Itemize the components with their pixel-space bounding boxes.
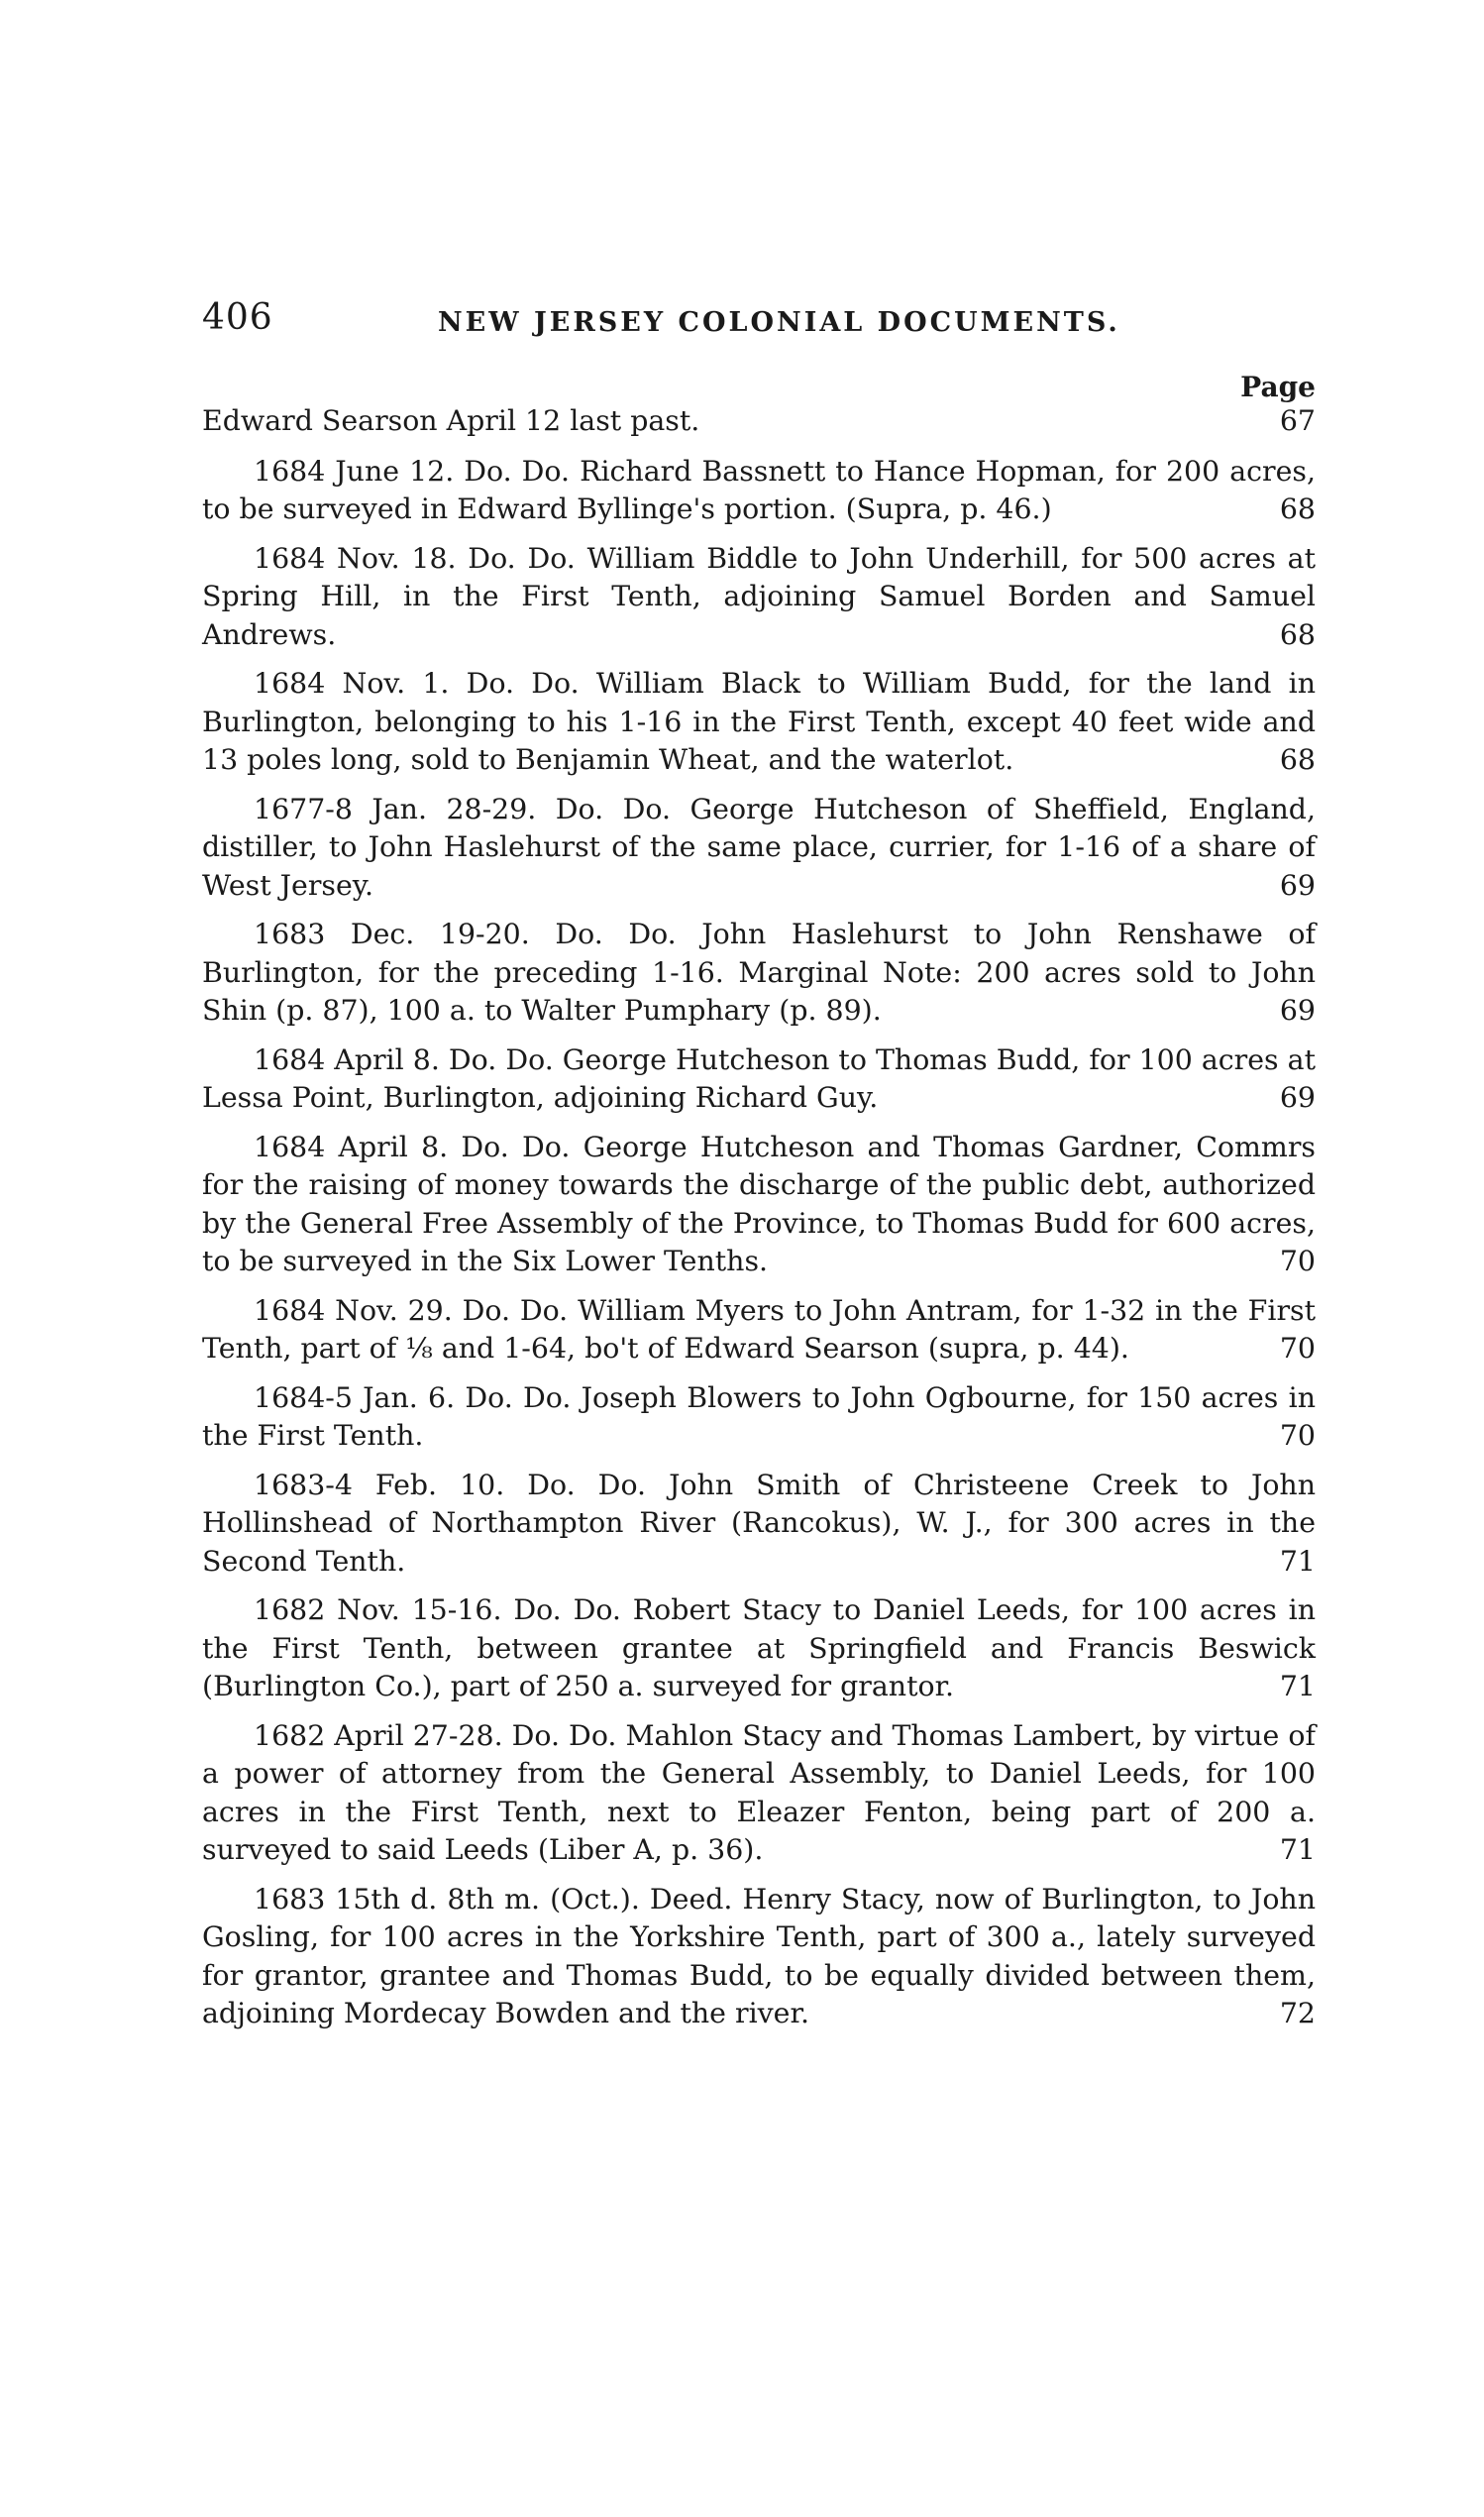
entry	[202, 1379, 1316, 1456]
entry-text: 1684 April 8. Do. Do. George Hutcheson and Thomas Gardner, Commrs for the raising of money towards the discharge of the public debt, authorized by the General Free Assembly of the Province, to Thomas Budd for 600 acres, to be surveyed in the Six Lower Tenths.	[202, 1130, 1316, 1277]
entry-page-ref: 72	[1279, 1997, 1316, 2029]
entry-text: 1683 Dec. 19-20. Do. Do. John Haslehurst to John Renshawe of Burlington, for the preceding 1-16. Marginal Note: 200 acres sold to John Shin (p. 87), 100 a. to Walter Pumphary (p. 89).	[202, 918, 1316, 1027]
entry-text: 1684 April 8. Do. Do. George Hutcheson to Thomas Budd, for 100 acres at Lessa Point, Burlington, adjoining Richard Guy.	[202, 1042, 1316, 1114]
entry-text: 1684 Nov. 1. Do. Do. William Black to William Budd, for the land in Burlington, belonging to his 1-16 in the First Tenth, except 40 feet wide and 13 poles long, sold to Benjamin Wheat, and the waterlot.	[202, 667, 1316, 776]
entry	[202, 402, 1316, 441]
entry-page-ref: 68	[1279, 492, 1316, 525]
entry	[202, 791, 1316, 906]
entry-text: 1684 Nov. 29. Do. Do. William Myers to John Antram, for 1-32 in the First Tenth, part of ⅛ and 1-64, bo't of Edward Searson (supra, p. 44).	[202, 1293, 1316, 1365]
entry-text: 1683 15th d. 8th m. (Oct.). Deed. Henry Stacy, now of Burlington, to John Gosling, for 100 acres in the Yorkshire Tenth, part of 300 a., lately surveyed for grantor, grantee and Thomas Budd, to be equally divided between them, adjoining Mordecay Bowden and the river.	[202, 1882, 1316, 2029]
running-title: NEW JERSEY COLONIAL DOCUMENTS.	[438, 307, 1120, 338]
entry	[202, 1591, 1316, 1706]
entry-page-ref: 70	[1279, 1332, 1316, 1365]
entry	[202, 665, 1316, 780]
entry-text: 1682 Nov. 15-16. Do. Do. Robert Stacy to Daniel Leeds, for 100 acres in the First Tenth, between grantee at Springfield and Francis Beswick (Burlington Co.), part of 250 a. surveyed for grantor.	[202, 1593, 1316, 1702]
entry-text: 1684 June 12. Do. Do. Richard Bassnett to Hance Hopman, for 200 acres, to be surveyed in Edward Byllinge's portion. (Supra, p. 46.)	[202, 454, 1316, 525]
entry-page-ref: 71	[1279, 1544, 1316, 1578]
entry-page-ref: 69	[1279, 868, 1316, 902]
entry-page-ref: 71	[1279, 1833, 1316, 1866]
entry-text: 1684 Nov. 18. Do. Do. William Biddle to John Underhill, for 500 acres at Spring Hill, in the First Tenth, adjoining Samuel Borden and Samuel Andrews.	[202, 541, 1316, 651]
entry-page-ref: 68	[1279, 743, 1316, 776]
entry-page-ref: 69	[1279, 994, 1316, 1027]
entry-text: 1683-4 Feb. 10. Do. Do. John Smith of Christeene Creek to John Hollinshead of Northampton River (Rancokus), W. J., for 300 acres in the Second Tenth.	[202, 1468, 1316, 1578]
entry	[202, 1292, 1316, 1368]
entry	[202, 1881, 1316, 2033]
entry-text: Edward Searson April 12 last past.	[202, 404, 700, 437]
entry-page-ref: 71	[1279, 1670, 1316, 1702]
entry-text: 1682 April 27-28. Do. Do. Mahlon Stacy and Thomas Lambert, by virtue of a power of attorney from the General Assembly, to Daniel Leeds, for 100 acres in the First Tenth, next to Eleazer Fenton, being part of 200 a. surveyed to said Leeds (Liber A, p. 36).	[202, 1718, 1316, 1866]
entry	[202, 453, 1316, 529]
entry-page-ref: 69	[1279, 1081, 1316, 1114]
entry-page-ref: 70	[1279, 1245, 1316, 1277]
page-column-label: Page	[1240, 371, 1316, 403]
entry-text: 1677-8 Jan. 28-29. Do. Do. George Hutcheson of Sheffield, England, distiller, to John Haslehurst of the same place, currier, for 1-16 of a share of West Jersey.	[202, 792, 1316, 902]
entry	[202, 1717, 1316, 1870]
entry-page-ref: 67	[1279, 404, 1316, 437]
document-page	[202, 297, 1316, 2044]
entry-page-ref: 70	[1279, 1419, 1316, 1452]
entry	[202, 916, 1316, 1031]
entry-page-ref: 68	[1279, 617, 1316, 651]
page-number: 406	[202, 297, 273, 338]
page-header	[202, 297, 1316, 357]
entry	[202, 540, 1316, 655]
entry	[202, 1041, 1316, 1118]
entry	[202, 1129, 1316, 1281]
entry	[202, 1467, 1316, 1582]
entry-text: 1684-5 Jan. 6. Do. Do. Joseph Blowers to John Ogbourne, for 150 acres in the First Tenth.	[202, 1380, 1316, 1452]
